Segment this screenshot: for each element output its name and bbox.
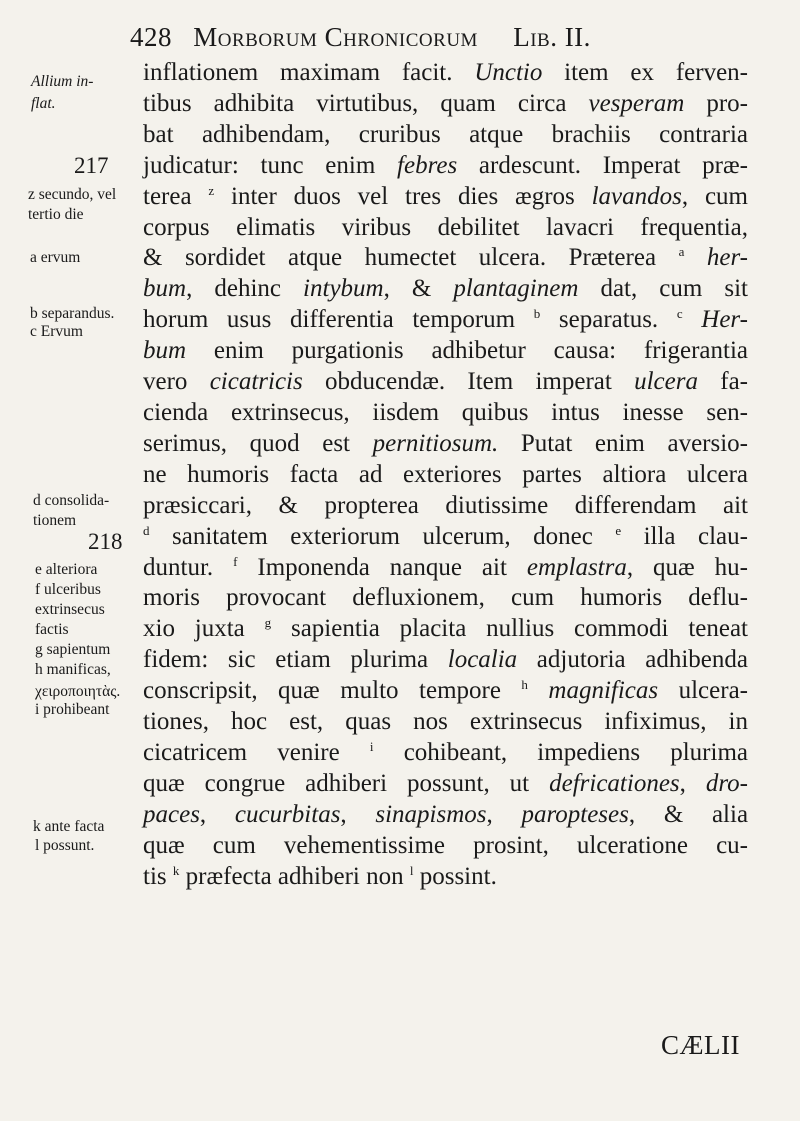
text-segment: , dehinc (186, 275, 304, 303)
text-line (143, 800, 748, 831)
text-segment: , (486, 800, 522, 828)
text-segment: , & alia (628, 800, 749, 828)
text-line (143, 120, 748, 151)
text-segment: pro- (684, 89, 748, 117)
text-segment: serimus, quod est (143, 429, 373, 457)
text-segment: Putat enim aversio- (498, 429, 748, 457)
text-segment: moris provocant defluxionem, cum humoris deflu- (143, 584, 748, 612)
text-segment: conscripsit, quæ multo tempore (143, 677, 522, 705)
text-line (143, 460, 748, 491)
text-segment: bat adhibendam, cruribus atque brachiis contraria (143, 120, 748, 148)
margin-note: a ervum (30, 249, 81, 266)
text-line (143, 336, 748, 367)
margin-note: tionem (33, 512, 77, 529)
italic-term: lavandos (591, 182, 682, 210)
text-line (143, 89, 748, 120)
text-segment: duntur. (143, 553, 234, 581)
margin-note: g sapientum (35, 641, 111, 658)
text-line (143, 213, 748, 244)
text-segment: , (199, 800, 235, 828)
margin-note: Allium in- (31, 73, 94, 90)
italic-term: defricationes (549, 769, 680, 797)
margin-note: flat. (31, 95, 56, 112)
margin-note: b separandus. (30, 305, 115, 322)
text-line (143, 645, 748, 676)
italic-term: pernitiosum. (372, 429, 499, 457)
italic-term: vesperam (588, 89, 685, 117)
text-line (143, 614, 748, 645)
text-segment: & sordidet atque humectet ulcera. Præterea (143, 244, 679, 272)
text-segment: tis (143, 862, 173, 890)
text-segment: ne humoris facta ad exteriores partes altiora ulcera (143, 460, 748, 488)
text-segment: cienda extrinsecus, iisdem quibus intus inesse sen- (143, 398, 748, 426)
margin-note: l possunt. (35, 837, 95, 854)
running-header (130, 22, 690, 53)
italic-term: Unctio (474, 59, 543, 86)
footnote-marker: i (369, 738, 374, 754)
footnote-marker: h (521, 677, 528, 693)
italic-term: sinapismos (375, 800, 487, 828)
footnote-marker: z (208, 182, 215, 198)
footnote-marker: l (409, 862, 414, 878)
italic-term: febres (397, 151, 458, 179)
text-segment: inflationem maximam facit. (143, 59, 475, 86)
italic-term: magnificas (527, 677, 659, 705)
margin-note: f ulceribus (35, 581, 101, 598)
main-text (143, 58, 748, 892)
italic-term: es (608, 800, 629, 828)
text-line (143, 738, 748, 769)
italic-term: bum (143, 337, 187, 365)
text-segment: terea (143, 182, 209, 210)
text-segment: quæ congrue adhiberi possunt, ut (143, 769, 550, 797)
margin-note: e alteriora (35, 561, 98, 578)
text-segment: obducendæ. Item imperat (302, 368, 635, 396)
text-segment: dat, cum sit (578, 275, 748, 303)
text-line (143, 522, 748, 553)
text-segment: adjutoria adhibenda (517, 646, 748, 674)
text-line (143, 151, 748, 182)
margin-note: tertio die (28, 206, 84, 223)
footnote-marker: b (533, 306, 541, 322)
text-line (143, 274, 748, 305)
text-segment: , & (383, 275, 454, 303)
italic-term: ulcera (634, 368, 698, 396)
text-segment: præsiccari, & propterea diutissime differendam ait (143, 491, 748, 519)
text-segment: quæ cum vehementissime prosint, ulceratione cu- (143, 831, 748, 859)
text-segment: corpus elimatis viribus debilitet lavacri frequentia, (143, 213, 748, 241)
text-segment: , cum (681, 182, 749, 210)
page-number: 428 (130, 22, 172, 52)
text-segment: possint. (413, 862, 497, 890)
text-segment: fa- (697, 368, 749, 396)
italic-term: cicatricis (209, 368, 303, 396)
italic-term: Her- (682, 306, 748, 334)
text-line (143, 398, 748, 429)
text-segment: item ex ferven- (542, 59, 748, 86)
text-segment: vero (143, 368, 210, 396)
italic-term: bum (143, 275, 187, 303)
text-segment: cohibeant, impediens plurima (373, 738, 748, 766)
footnote-marker: e (615, 522, 622, 538)
text-line (143, 491, 748, 522)
italic-term: dro- (705, 769, 749, 797)
text-segment: sanitatem exteriorum ulcerum, donec (149, 522, 616, 550)
text-segment: separatus. (540, 306, 677, 334)
text-line (143, 862, 748, 893)
margin-note: i prohibeant (35, 701, 110, 718)
text-segment: inter duos vel tres dies ægros (214, 182, 592, 210)
text-segment: ardescunt. Imperat præ- (457, 151, 748, 179)
text-segment: , (679, 769, 706, 797)
text-segment: , (340, 800, 376, 828)
italic-term: emplastra (526, 553, 627, 581)
footnote-marker: f (233, 553, 238, 569)
catchword: CÆLII (661, 1030, 740, 1060)
italic-term: intybum (303, 275, 384, 303)
line-number: 218 (88, 529, 123, 554)
text-line (143, 243, 748, 274)
text-segment: præfecta adhiberi non (179, 862, 410, 890)
line-number: 217 (74, 153, 109, 178)
italic-term: paces (143, 800, 200, 828)
text-line (143, 553, 748, 584)
text-line (143, 305, 748, 336)
italic-term: cucurbitas (234, 800, 341, 828)
text-segment: tiones, hoc est, quas nos extrinsecus infiximus, in (143, 708, 748, 736)
italic-term: localia (447, 646, 518, 674)
footnote-marker: d (143, 522, 150, 538)
text-segment: xio juxta (143, 615, 265, 643)
margin-note: h manificas, (35, 661, 111, 678)
text-segment: ulcera- (658, 677, 748, 705)
margin-note: factis (35, 621, 69, 638)
text-line (143, 676, 748, 707)
margin-note: k ante facta (33, 818, 105, 835)
text-segment: tibus adhibita virtutibus, quam circa (143, 89, 589, 117)
text-line (143, 182, 748, 213)
text-line (143, 707, 748, 738)
text-segment: illa clau- (621, 522, 748, 550)
text-segment: cicatricem venire (143, 738, 370, 766)
footnote-marker: k (172, 862, 180, 878)
text-line (143, 583, 748, 614)
text-segment: fidem: sic etiam plurima (143, 646, 448, 674)
italic-term: her- (684, 244, 748, 272)
footnote-marker: c (676, 306, 683, 322)
margin-note: extrinsecus (35, 601, 105, 618)
footnote-marker: g (264, 615, 272, 631)
margin-note: χειρoποιητὰς. (35, 683, 121, 700)
margin-note: c Ervum (30, 323, 83, 340)
italic-term: plantaginem (453, 275, 579, 303)
text-line (143, 367, 748, 398)
text-segment: judicatur: tunc enim (143, 151, 398, 179)
text-segment: enim purgationis adhibetur causa: frigerantia (186, 337, 748, 365)
text-segment: horum usus differentia temporum (143, 306, 534, 334)
text-line (143, 769, 748, 800)
text-segment: , quæ hu- (626, 553, 748, 581)
text-segment: sapientia placita nullius commodi teneat (271, 615, 748, 643)
margin-note: z secundo, vel (28, 186, 117, 203)
italic-term: paroptes (521, 800, 609, 828)
text-segment: Imponenda nanque ait (237, 553, 527, 581)
running-title: Morborum Chronicorum (193, 22, 478, 52)
text-line (143, 429, 748, 460)
text-line (143, 831, 748, 862)
text-line (143, 58, 748, 89)
footnote-marker: a (678, 244, 685, 260)
margin-note: d consolida- (33, 492, 110, 509)
book-label: Lib. II. (513, 22, 591, 52)
